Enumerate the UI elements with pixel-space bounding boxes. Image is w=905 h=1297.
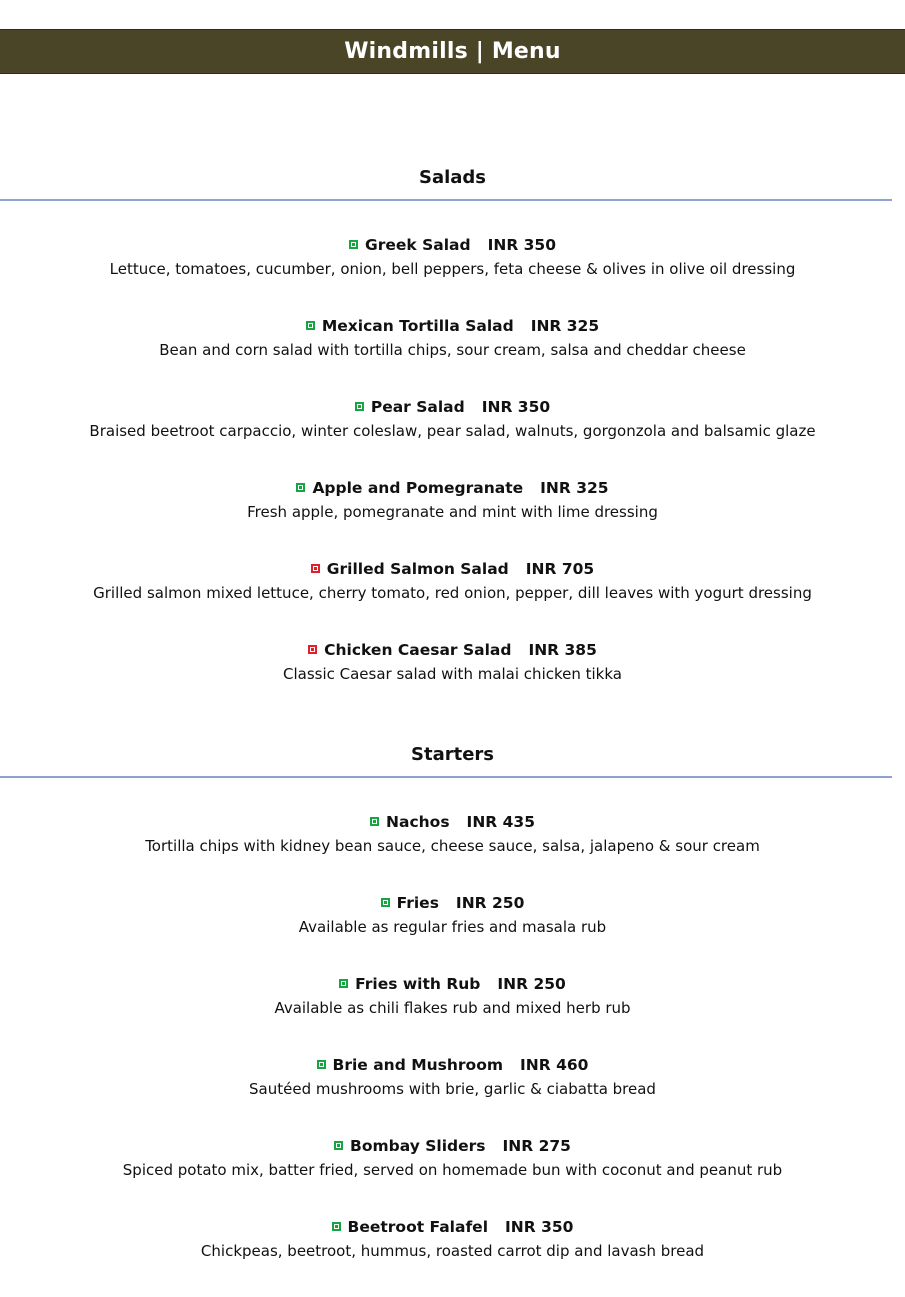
item-name: Fries <box>396 894 439 912</box>
item-price: INR 705 <box>525 560 595 578</box>
section-divider <box>0 199 892 201</box>
menu-item <box>0 1216 905 1262</box>
menu-item <box>0 396 905 442</box>
item-description: Available as chili flakes rub and mixed herb rub <box>274 999 631 1017</box>
item-name: Bombay Sliders <box>350 1137 486 1155</box>
item-name: Greek Salad <box>364 236 471 254</box>
item-price: INR 350 <box>505 1218 574 1236</box>
item-name: Beetroot Falafel <box>347 1218 489 1236</box>
item-description: Chickpeas, beetroot, hummus, roasted carrot dip and lavash bread <box>200 1242 705 1260</box>
item-price: INR 325 <box>530 317 600 335</box>
item-price: INR 250 <box>455 894 525 912</box>
menu-item <box>0 811 905 857</box>
veg-icon <box>317 1060 326 1069</box>
section-title: Starters <box>411 744 494 765</box>
item-name: Pear Salad <box>370 398 465 416</box>
item-description: Grilled salmon mixed lettuce, cherry tomato, red onion, pepper, dill leaves with yogurt dressing <box>93 584 812 602</box>
menu-item <box>0 558 905 604</box>
veg-icon <box>339 979 348 988</box>
menu-item <box>0 892 905 938</box>
item-name: Brie and Mushroom <box>332 1056 504 1074</box>
section-title: Salads <box>418 167 487 188</box>
menu-item <box>0 477 905 523</box>
menu-list <box>0 234 905 685</box>
item-price: INR 250 <box>497 975 566 993</box>
section-salads <box>0 165 905 720</box>
section-divider <box>0 776 892 778</box>
item-name: Nachos <box>386 813 450 831</box>
item-description: Fresh apple, pomegranate and mint with lime dressing <box>247 503 658 521</box>
item-name: Chicken Caesar Salad <box>324 641 512 659</box>
item-price: INR 325 <box>540 479 609 497</box>
item-description: Classic Caesar salad with malai chicken tikka <box>282 665 622 683</box>
item-description: Bean and corn salad with tortilla chips, sour cream, salsa and cheddar cheese <box>159 341 746 359</box>
item-description: Braised beetroot carpaccio, winter coleslaw, pear salad, walnuts, gorgonzola and balsamic glaze <box>89 422 816 440</box>
veg-icon <box>381 898 390 907</box>
veg-icon <box>334 1141 343 1150</box>
item-price: INR 385 <box>528 641 597 659</box>
page-title: Windmills | Menu <box>344 39 561 64</box>
veg-icon <box>349 240 358 249</box>
item-name: Mexican Tortilla Salad <box>321 317 514 335</box>
item-description: Lettuce, tomatoes, cucumber, onion, bell peppers, feta cheese & olives in olive oil dressing <box>109 260 796 278</box>
item-price: INR 275 <box>502 1137 571 1155</box>
menu-item <box>0 1054 905 1100</box>
menu-item <box>0 234 905 280</box>
menu-item <box>0 315 905 361</box>
menu-header <box>0 29 905 74</box>
veg-icon <box>306 321 315 330</box>
non-veg-icon <box>308 645 317 654</box>
item-name: Grilled Salmon Salad <box>326 560 509 578</box>
veg-icon <box>370 817 379 826</box>
veg-icon <box>355 402 364 411</box>
menu-item <box>0 973 905 1019</box>
item-description: Available as regular fries and masala rub <box>298 918 607 936</box>
item-price: INR 350 <box>481 398 551 416</box>
item-description: Sautéed mushrooms with brie, garlic & ciabatta bread <box>249 1080 656 1098</box>
item-name: Apple and Pomegranate <box>312 479 524 497</box>
menu-item <box>0 1135 905 1181</box>
menu-list <box>0 811 905 1262</box>
veg-icon <box>332 1222 341 1231</box>
non-veg-icon <box>311 564 320 573</box>
veg-icon <box>296 483 305 492</box>
item-name: Fries with Rub <box>355 975 481 993</box>
item-price: INR 435 <box>466 813 535 831</box>
section-starters <box>0 742 905 1297</box>
item-description: Tortilla chips with kidney bean sauce, cheese sauce, salsa, jalapeno & sour cream <box>145 837 760 855</box>
menu-item <box>0 639 905 685</box>
item-price: INR 350 <box>487 236 557 254</box>
item-price: INR 460 <box>520 1056 589 1074</box>
item-description: Spiced potato mix, batter fried, served on homemade bun with coconut and peanut rub <box>122 1161 783 1179</box>
